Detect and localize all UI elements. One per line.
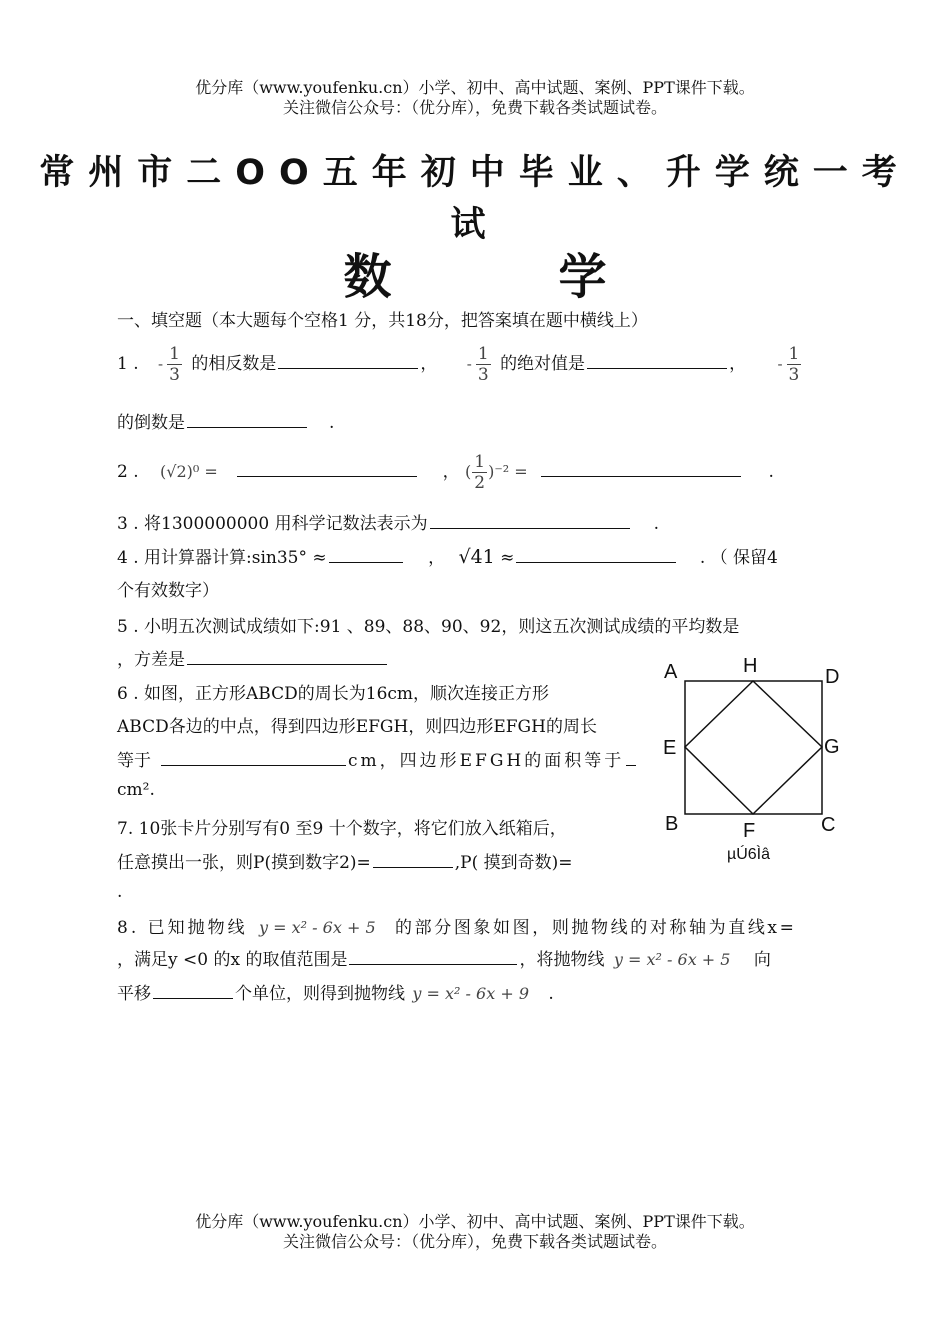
q2-number: 2 . xyxy=(117,462,139,482)
q8-text-3c: . xyxy=(548,984,554,1004)
q3-answer-blank[interactable] xyxy=(430,527,630,529)
exam-title-line-2: 试 xyxy=(450,205,500,245)
q3-text: 3 . 将1300000000 用科学记数法表示为 xyxy=(117,514,428,534)
figure-caption: µÚ6Ìâ xyxy=(727,846,771,863)
q1-text-1: 的相反数是 xyxy=(191,354,277,374)
q4-answer-blank-1[interactable] xyxy=(329,561,403,563)
q8-expr-2: y = x² - 6x + 5 xyxy=(613,950,731,969)
quadrilateral-efgh xyxy=(685,681,822,814)
question-7-line-1: 7. 10张卡片分别写有0 至9 十个数字，将它们放入纸箱后， xyxy=(117,819,567,839)
q2-fraction: $\frac{1}{2}$ xyxy=(474,452,486,493)
q8-text-3a: 平移 xyxy=(117,984,151,1004)
question-4 xyxy=(117,543,778,568)
q1-answer-blank-3[interactable] xyxy=(187,426,307,428)
q6-text-3b: cm，四边形EFGH的面积等于 xyxy=(348,751,625,771)
q6-text-3a: 等于 xyxy=(117,751,151,771)
q6-answer-blank-1[interactable] xyxy=(161,764,346,766)
question-5-line-2 xyxy=(117,645,389,670)
q2-answer-blank-1[interactable] xyxy=(237,475,417,477)
q8-text-2b: ，将抛物线 xyxy=(519,950,605,970)
q4-tail: . （ 保留4 xyxy=(699,548,778,568)
section-1-heading: 一、填空题（本大题每个空格1 分，共18分，把答案填在题中横线上） xyxy=(117,311,648,331)
label-g: G xyxy=(824,736,840,758)
question-6-line-1: 6 . 如图，正方形ABCD的周长为16cm，顺次连接正方形 xyxy=(117,684,550,704)
q1-fraction-1: $\frac{1}{3}$ xyxy=(169,344,180,385)
q5-answer-blank[interactable] xyxy=(187,663,387,665)
q1-fraction-2: $\frac{1}{3}$ xyxy=(477,344,489,385)
q2-expr-1: (√2)⁰ = xyxy=(160,462,218,481)
question-6-line-3 xyxy=(117,746,638,771)
question-5-line-1: 5 . 小明五次测试成绩如下:91 、89、88、90、92，则这五次测试成绩的平均数是 xyxy=(117,617,740,637)
label-h: H xyxy=(743,655,758,677)
label-a: A xyxy=(664,661,678,683)
q8-text-1b: 的部分图象如图，则抛物线的对称轴为直线x= xyxy=(395,918,797,938)
q1-neg-1: - xyxy=(158,355,164,373)
subject-title: 数 学 xyxy=(343,249,607,305)
q8-text-1a: 8. 已知抛物线 xyxy=(117,918,248,938)
q6-answer-blank-2[interactable] xyxy=(626,764,636,766)
footer-line-1: 优分库（www.youfenku.cn）小学、初中、高中试题、案例、PPT课件下载。 xyxy=(195,1212,755,1231)
q3-period: . xyxy=(653,514,659,534)
question-1 xyxy=(117,344,805,385)
q8-text-2c: 向 xyxy=(753,950,771,970)
exam-title-line-1: 常州市二OO五年初中毕业、升学统一考 xyxy=(39,153,911,193)
header-line-2: 关注微信公众号：（优分库），免费下载各类试题试卷。 xyxy=(282,98,667,117)
q1-text-2: 的绝对值是 xyxy=(500,354,586,374)
question-8-line-3 xyxy=(117,979,554,1004)
q4-answer-blank-2[interactable] xyxy=(516,561,676,563)
q2-expr-2-close: )⁻² = xyxy=(488,462,528,481)
q8-expr-3: y = x² - 6x + 9 xyxy=(412,984,529,1003)
label-f: F xyxy=(743,820,756,842)
question-1-cont xyxy=(117,408,334,433)
question-6-line-2: ABCD各边的中点，得到四边形EFGH，则四边形EFGH的周长 xyxy=(117,717,597,737)
question-7-line-3: . xyxy=(117,882,123,902)
q8-answer-blank-1[interactable] xyxy=(349,963,517,965)
question-7-line-2 xyxy=(117,848,573,873)
q8-expr-1: y = x² - 6x + 5 xyxy=(259,918,376,937)
q4-sqrt-expr: √41 xyxy=(458,546,495,568)
q2-comma: ， xyxy=(442,462,460,482)
label-e: E xyxy=(663,737,677,759)
question-2 xyxy=(117,452,774,493)
q1-comma-2: ， xyxy=(729,354,747,374)
q2-expr-2-open: ( xyxy=(465,462,472,481)
question-4-cont: 个有效数字） xyxy=(117,581,219,601)
q7-answer-blank-1[interactable] xyxy=(373,866,453,868)
q2-answer-blank-2[interactable] xyxy=(541,475,741,477)
q1-number: 1 . xyxy=(117,354,139,374)
label-b: B xyxy=(665,813,679,835)
question-6-line-4: cm². xyxy=(117,780,155,800)
q1-answer-blank-1[interactable] xyxy=(278,367,418,369)
square-abcd xyxy=(685,681,822,814)
label-c: C xyxy=(821,814,836,836)
q8-text-2a: ，满足y <0 的x 的取值范围是 xyxy=(117,950,348,970)
q8-text-3b: 个单位，则得到抛物线 xyxy=(235,984,405,1004)
q4-text: 4 . 用计算器计算:sin35° ≈ xyxy=(117,548,327,568)
question-8-line-2 xyxy=(117,945,771,970)
q7-text-2a: 任意摸出一张，则P(摸到数字2)= xyxy=(117,853,371,873)
q2-period: . xyxy=(768,462,774,482)
q5-text-2: ，方差是 xyxy=(117,650,185,670)
q4-comma: ， xyxy=(428,548,446,568)
question-3 xyxy=(117,509,659,534)
question-8-line-1 xyxy=(117,913,796,938)
label-d: D xyxy=(825,666,840,688)
q7-text-2b: ,P( 摸到奇数)= xyxy=(454,853,573,873)
q4-approx: ≈ xyxy=(500,548,515,568)
q1-neg-2: - xyxy=(466,355,472,373)
q1-comma-1: ， xyxy=(420,354,438,374)
q1-period: . xyxy=(329,413,335,433)
q1-text-3: 的倒数是 xyxy=(117,413,185,433)
q1-answer-blank-2[interactable] xyxy=(587,367,727,369)
footer-line-2: 关注微信公众号：（优分库），免费下载各类试题试卷。 xyxy=(282,1232,667,1251)
q1-fraction-3: $\frac{1}{3}$ xyxy=(788,344,800,385)
header-line-1: 优分库（www.youfenku.cn）小学、初中、高中试题、案例、PPT课件下载。 xyxy=(195,78,755,97)
q1-neg-3: - xyxy=(777,355,783,373)
q8-answer-blank-2[interactable] xyxy=(153,997,233,999)
